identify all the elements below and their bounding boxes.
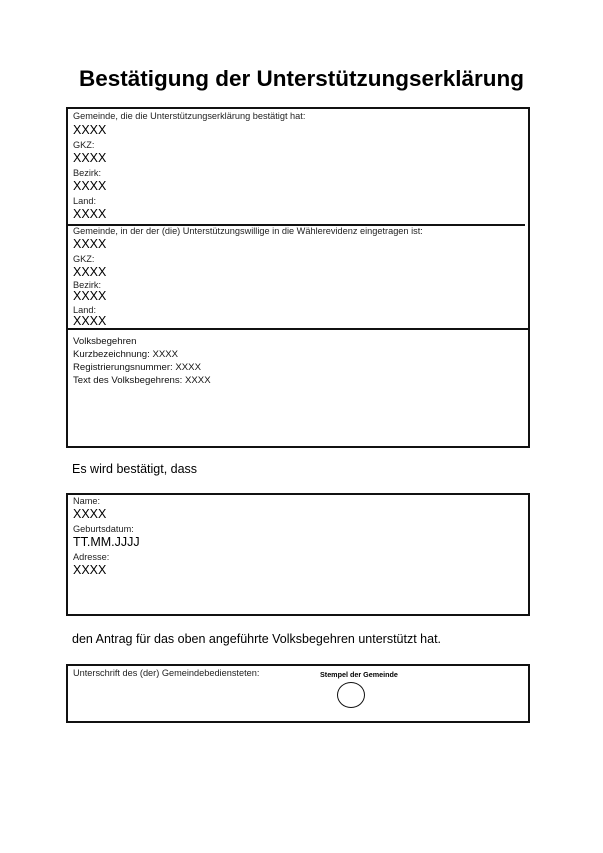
registered-bezirk-label: Bezirk:: [73, 280, 102, 290]
registered-bezirk-value: XXXX: [73, 289, 107, 303]
confirming-municipality-heading: Gemeinde, die die Unterstützungserklärung bestätigt hat:: [73, 111, 306, 121]
person-box: [66, 493, 530, 616]
confirming-gkz-value: XXXX: [73, 151, 107, 165]
stamp-label: Stempel der Gemeinde: [320, 670, 398, 679]
registered-municipality-section: [68, 226, 528, 328]
registered-land-label: Land:: [73, 305, 96, 315]
person-birth-label: Geburtsdatum:: [73, 524, 134, 534]
volksbegehren-kurzbezeichnung: Kurzbezeichnung: XXXX: [73, 349, 179, 360]
support-text: den Antrag für das oben angeführte Volksbegehren unterstützt hat.: [72, 632, 442, 646]
registered-municipality-name: XXXX: [73, 237, 107, 251]
confirming-land-label: Land:: [73, 196, 96, 206]
person-name-label: Name:: [73, 496, 101, 506]
confirming-land-value: XXXX: [73, 207, 107, 221]
registered-municipality-heading: Gemeinde, in der der (die) Unterstützungswillige in die Wählerevidenz eingetragen ist:: [73, 226, 423, 236]
confirm-text: Es wird bestätigt, dass: [72, 462, 198, 476]
confirming-gkz-label: GKZ:: [73, 140, 95, 150]
registered-gkz-value: XXXX: [73, 265, 107, 279]
person-address-value: XXXX: [73, 563, 107, 577]
stamp-circle-icon: [337, 682, 365, 708]
registered-land-value: XXXX: [73, 314, 107, 328]
volksbegehren-heading: Volksbegehren: [73, 336, 137, 347]
municipality-box: [66, 107, 530, 448]
signature-box: [66, 664, 530, 723]
page-title: Bestätigung der Unterstützungserklärung: [78, 66, 525, 91]
person-name-value: XXXX: [73, 507, 107, 521]
registered-gkz-label: GKZ:: [73, 254, 95, 264]
confirming-bezirk-label: Bezirk:: [73, 168, 102, 178]
volksbegehren-section: [68, 330, 528, 446]
person-address-label: Adresse:: [73, 552, 110, 562]
person-birth-value: TT.MM.JJJJ: [73, 535, 140, 549]
confirming-municipality-section: [68, 109, 528, 225]
signature-label: Unterschrift des (der) Gemeindebediensteten:: [73, 668, 260, 678]
confirming-municipality-name: XXXX: [73, 123, 107, 137]
volksbegehren-text: Text des Volksbegehrens: XXXX: [73, 375, 211, 386]
volksbegehren-registrierungsnummer: Registrierungsnummer: XXXX: [73, 362, 201, 373]
confirming-bezirk-value: XXXX: [73, 179, 107, 193]
